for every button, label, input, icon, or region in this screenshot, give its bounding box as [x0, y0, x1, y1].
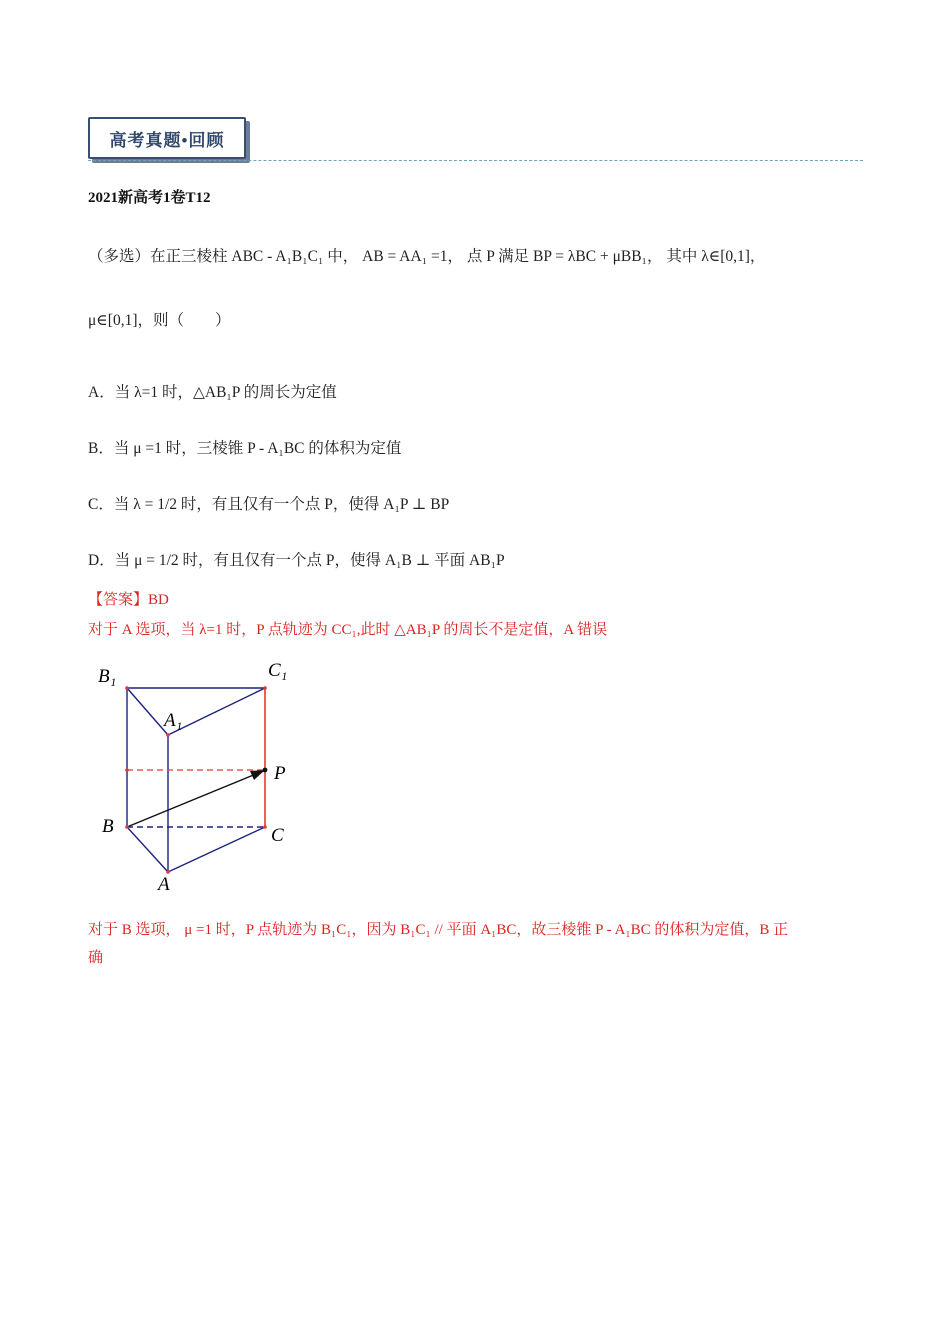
problem-source: 2021新高考1卷T12 [88, 190, 211, 206]
explanation-b-line1: 对于 B 选项， μ =1 时，P 点轨迹为 B₁C₁，因为 B₁C₁ // 平面 A₁BC，故三棱锥 P - A₁BC 的体积为定值，B 正 [88, 922, 789, 938]
problem-stem-line2: μ∈[0,1]，则（ ） [88, 312, 231, 329]
section-tag: 高考真题•回顾 [88, 117, 246, 159]
problem-stem-line1: （多选）在正三棱柱 ABC - A₁B₁C₁ 中， AB = AA₁ =1， 点 P 满足 BP = λBC + μBB₁， 其中 λ∈[0,1]， [88, 248, 766, 265]
label-b: B [102, 816, 114, 837]
label-c1: C₁ [268, 660, 288, 681]
explanation-b-line2: 确 [88, 950, 104, 966]
option-c: C．当 λ = 1/2 时，有且仅有一个点 P，使得 A₁P ⊥ BP [88, 496, 450, 513]
answer-label: 【答案】BD [88, 592, 169, 608]
label-a1: A₁ [164, 710, 183, 731]
label-b1: B₁ [98, 666, 117, 687]
prism-figure [88, 650, 318, 900]
label-p: P [274, 763, 286, 784]
option-b: B．当 μ =1 时，三棱锥 P - A₁BC 的体积为定值 [88, 440, 402, 457]
section-divider [88, 160, 863, 161]
explanation-a: 对于 A 选项，当 λ=1 时，P 点轨迹为 CC₁,此时 △AB₁P 的周长不是定值，A 错误 [88, 622, 608, 638]
label-c: C [271, 825, 284, 846]
label-a: A [158, 874, 170, 895]
option-d: D．当 μ = 1/2 时，有且仅有一个点 P，使得 A₁B ⊥ 平面 AB₁P [88, 552, 505, 569]
option-a: A．当 λ=1 时，△AB₁P 的周长为定值 [88, 384, 337, 401]
